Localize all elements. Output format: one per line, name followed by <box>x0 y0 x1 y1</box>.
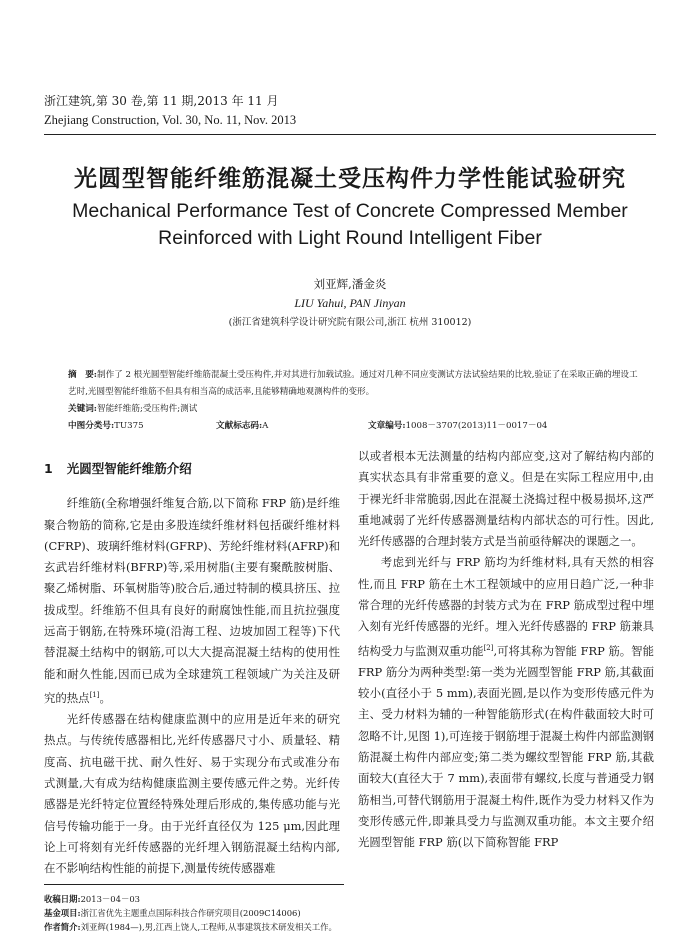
classification-line <box>68 418 638 435</box>
citation-2: [2] <box>483 643 494 652</box>
abstract-label: 摘 要: <box>68 370 97 380</box>
left-paragraph-2: 光纤传感器在结构健康监测中的应用是近年来的研究热点。与传统传感器相比,光纤传感器尺寸小、质量轻、精度高、抗电磁干扰、耐久性好、易于实现分布式或准分布式测量,大有成为结构健康监测主要传感元件之势。光纤传感器是光纤特定位置经特殊处理后形成的,集传感功能与光信号传输功能于一身。由于光纤直径仅为 125 μm,因此理论上可将刻有光纤传感器的光纤埋入钢筋混凝土结构内部,在不影响结构性能的前提下,测量传统传感器难 <box>44 712 340 876</box>
authors-en: LIU Yahui, PAN Jinyan <box>294 296 406 310</box>
journal-en: Zhejiang Construction, Vol. 30, No. 11, Nov. 2013 <box>44 113 297 127</box>
received-date: 收稿日期:2013－04－03 <box>44 894 140 904</box>
abstract-block <box>68 367 638 435</box>
journal-cn: 浙江建筑,第 30 卷,第 11 期,2013 年 11 月 <box>44 94 279 108</box>
right-paragraph-1: 以或者根本无法测量的结构内部应变,这对了解结构内部的真实状态具有非常重要的意义。但是在实际工程应用中,由于裸光纤非常脆弱,因此在混凝土浇捣过程中极易损坏,这严重地减弱了光纤传感器测量结构内部状态的可行性。因此,光纤传感器的合理封装方式是当前亟待解决的课题之一。 <box>358 449 654 549</box>
journal-header <box>44 92 296 130</box>
authors-cn: 刘亚辉,潘金炎 <box>313 277 387 291</box>
keywords-text: 智能纤维筋;受压构件;测试 <box>96 404 198 414</box>
title-cn: 光圆型智能纤维筋混凝土受压构件力学性能试验研究 <box>74 166 626 192</box>
doc-code-label: 文献标志码: <box>216 421 263 431</box>
authors-block <box>0 275 700 332</box>
author-bio: 作者简介:刘亚辉(1984—),男,江西上饶人,工程师,从事建筑技术研发相关工作。 <box>44 922 337 932</box>
left-column <box>44 442 340 879</box>
abstract <box>68 367 638 401</box>
title-en-line2: Reinforced with Light Round Intelligent Fiber <box>158 227 542 249</box>
section-1-number: 1 <box>44 461 53 476</box>
footnote-block <box>44 892 656 934</box>
title-en-line1: Mechanical Performance Test of Concrete Compressed Member <box>72 200 628 222</box>
fund-project: 基金项目:浙江省优先主题重点国际科技合作研究项目(2009C14006) <box>44 908 301 918</box>
doc-code-value: A <box>262 421 269 431</box>
footnote-rule <box>44 884 344 885</box>
clc-label: 中图分类号: <box>68 421 115 431</box>
keywords <box>68 401 638 418</box>
affiliation: (浙江省建筑科学设计研究院有限公司,浙江 杭州 310012) <box>228 317 472 328</box>
left-paragraph-1: 纤维筋(全称增强纤维复合筋,以下简称 FRP 筋)是纤维聚合物筋的简称,它是由多股连续纤维材料包括碳纤维材料(CFRP)、玻璃纤维材料(GFRP)、芳纶纤维材料(AFRP)和玄武岩纤维材料(BFRP)等,采用树脂(主要有聚酰胺树脂、聚乙烯树脂、环氧树脂等)胶合后,通过特制的模具挤压、拉拔成型。纤维筋不但具有良好的耐腐蚀性能,而且抗拉强度远高于钢筋,在特殊环境(沿海工程、边坡加固工程等)下代替混凝土结构中的钢筋,可以大大提高混凝土结构的使用性能和耐久性能,因而已成为全球建筑工程领域广为关注及研究的热点[1]。 <box>44 496 340 705</box>
abstract-text: 制作了 2 根光圆型智能纤维筋混凝土受压构件,并对其进行加载试验。通过对几种不同应变测试方法试验结果的比较,验证了在采取正确的埋设工艺时,光圆型智能纤维筋不但具有相当高的成活率,且能够精确地观测构件的变形。 <box>68 370 638 397</box>
header-rule <box>44 134 656 135</box>
keywords-label: 关键词: <box>68 404 97 414</box>
section-1-heading <box>44 458 340 479</box>
right-paragraph-2: 考虑到光纤与 FRP 筋均为纤维材料,具有天然的相容性,而且 FRP 筋在土木工程领域中的应用日趋广泛,一种非常合理的光纤传感器的封装方式为在 FRP 筋成型过程中埋入刻有光纤传感器的光纤。埋入光纤传感器的 FRP 筋兼具结构受力与监测双重功能[2],可将其称为智能 FRP 筋。智能 FRP 筋分为两种类型:第一类为光圆型智能 FRP 筋,其截面较小(直径小于 5 mm),表面光圆,是以作为变形传感元件为主、受力材料为辅的一种智能筋形式(在构件截面较大时可忽略不计,见图 1),可连接于钢筋埋于混凝土构件内部监测钢筋混凝土构件内部应变;第二类为螺纹型智能 FRP 筋,其截面较大(直径大于 7 mm),表面带有螺纹,长度与普通受力钢筋相当,可替代钢筋用于混凝土构件,既作为受力材料又作为变形传感元件,即兼具受力与监测双重功能。本文主要介绍光圆型智能 FRP 筋(以下简称智能 FRP <box>358 555 654 850</box>
section-1-title: 光圆型智能纤维筋介绍 <box>66 461 192 476</box>
article-no-label: 文章编号: <box>368 421 406 431</box>
citation-1: [1] <box>89 690 100 699</box>
article-no-value: 1008－3707(2013)11－0017－04 <box>405 421 548 431</box>
title-en <box>0 198 700 252</box>
right-column <box>358 446 654 853</box>
clc-value: TU375 <box>114 421 144 431</box>
